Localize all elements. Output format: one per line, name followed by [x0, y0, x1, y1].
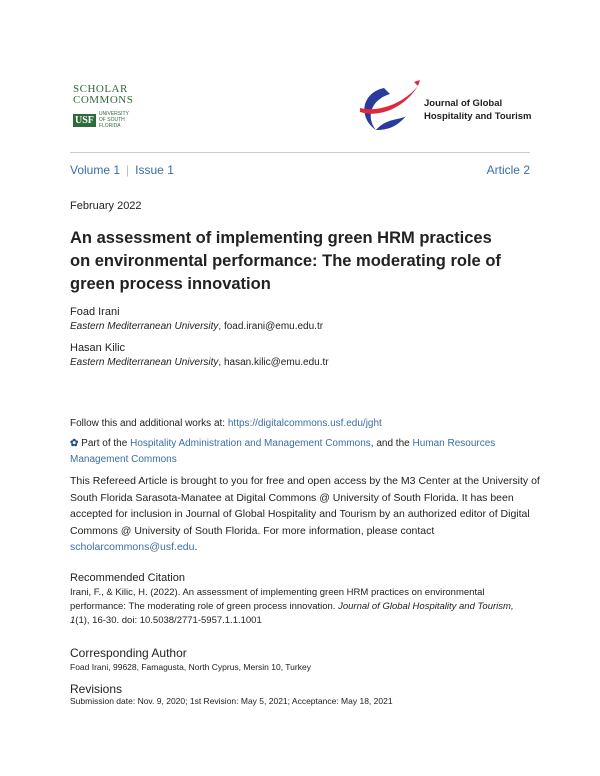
affiliation: Eastern Mediterranean University: [70, 321, 219, 332]
revisions-text: Submission date: Nov. 9, 2020; 1st Revision: May 5, 2021; Acceptance: May 18, 2021: [70, 696, 393, 706]
period: .: [194, 541, 198, 553]
corresponding-heading: Corresponding Author: [70, 646, 187, 660]
revisions-heading: Revisions: [70, 682, 123, 696]
affiliation: Eastern Mediterranean University: [70, 357, 219, 368]
divider: [70, 152, 530, 153]
scholar-commons-wordmark: SCHOLAR COMMONS: [73, 83, 134, 106]
volume-link[interactable]: Volume 1: [70, 163, 121, 177]
publication-date: February 2022: [70, 200, 142, 212]
cover-page: SCHOLAR COMMONS USF UNIVERSITY OF SOUTH FLORIDA Journal of Global Hospitality and Tourism Volume 1 | Issue 1 Article 2 February 2022 An assessment of implementing green HRM practices on environmental performance: The moderating role of green process innovation Foad Irani Eastern Mediterranean University, foad.irani@emu.edu.tr Hasan Kilic Eastern Mediterranean University, hasan.kilic@emu.edu.tr Follow this and additional works at: https://digitalcommons.usf.edu/jght ✿ Part of the Hospitality Administration and Management Commons, and the Human Resources Management Commons This Refereed Article is brought to you for free and open access by the M3 Center at the University of South Florida Sarasota-Manatee at Digital Commons @ University of South Florida. It has been accepted for inclusion in Journal of Global Hospitality and Tourism by an authorized editor of Digital Commons @ University of South Florida. For more information, please contact scholarcommons@usf.edu. Recommended Citation Irani, F., & Kilic, H. (2022). An assessment of implementing green HRM practices on environmental performance: The moderating role of green process innovation. Journal of Global Hospitality and Tourism, 1(1), 16-30. doi: 10.5038/2771-5957.1.1.1001 Corresponding Author Foad Irani, 99628, Famagusta, North Cyprus, Mersin 10, Turkey Revisions Submission date: Nov. 9, 2020; 1st Revision: May 5, 2021; Acceptance: May 18, 2021: [0, 0, 600, 776]
corresponding-text: Foad Irani, 99628, Famagusta, North Cyprus, Mersin 10, Turkey: [70, 662, 311, 672]
journal-logo-text: [424, 97, 532, 123]
citation-doi: (1), 16-30. doi: 10.5038/2771-5957.1.1.1001: [75, 615, 262, 626]
part-of-mid: , and the: [370, 438, 413, 449]
usf-name: UNIVERSITY OF SOUTH FLORIDA: [98, 111, 129, 129]
author-email: , foad.irani@emu.edu.tr: [218, 321, 324, 332]
follow-text: Follow this and additional works at:: [70, 418, 228, 429]
hr-commons-link[interactable]: Human Resources Management Commons: [70, 438, 496, 465]
author-name: Hasan Kilic: [70, 342, 126, 354]
author-affiliation: [70, 321, 323, 332]
article-title: An assessment of implementing green HRM practices on environmental performance: The moderating role of green process innovation: [70, 229, 501, 293]
usf-mark: USF: [75, 114, 94, 126]
issue-link[interactable]: Issue 1: [135, 163, 174, 177]
article-link[interactable]: Article 2: [486, 163, 530, 177]
collection-link[interactable]: https://digitalcommons.usf.edu/jght: [227, 418, 382, 429]
scholar-commons-logo[interactable]: [73, 84, 149, 136]
author-email: , hasan.kilic@emu.edu.tr: [218, 357, 329, 368]
access-text: This Refereed Article is brought to you for free and open access by the M3 Center at the University of South Florida Sarasota-Manatee at Digital Commons @ University of South Florida. It has been accepted for inclusion in Journal of Global Hospitality and Tourism by an authorized editor of Digital Commons @ University of South Florida. For more information, please contact: [70, 475, 540, 537]
author-affiliation: [70, 357, 329, 368]
citation-heading: Recommended Citation: [70, 572, 185, 584]
citation-journal: Journal of Global Hospitality and Tourism, 1: [70, 601, 514, 626]
journal-swoosh-icon: [356, 78, 426, 138]
access-statement: [70, 473, 540, 556]
contact-email-link[interactable]: scholarcommons@usf.edu: [70, 541, 195, 553]
hospitality-commons-link[interactable]: Hospitality Administration and Management Commons: [130, 438, 371, 449]
citation-body: Irani, F., & Kilic, H. (2022). An assessment of implementing green HRM practices on environmental performance: The moderating role of green process innovation.: [70, 587, 485, 612]
journal-name-line2: Hospitality and Tourism: [424, 111, 532, 122]
network-icon: ✿: [70, 438, 82, 449]
part-of-text: Part of the: [81, 438, 131, 449]
journal-name-line1: Journal of Global: [424, 98, 503, 109]
part-of-line: [70, 436, 530, 468]
citation-text: [70, 586, 530, 628]
author-name: Foad Irani: [70, 306, 120, 318]
follow-line: [70, 418, 382, 429]
